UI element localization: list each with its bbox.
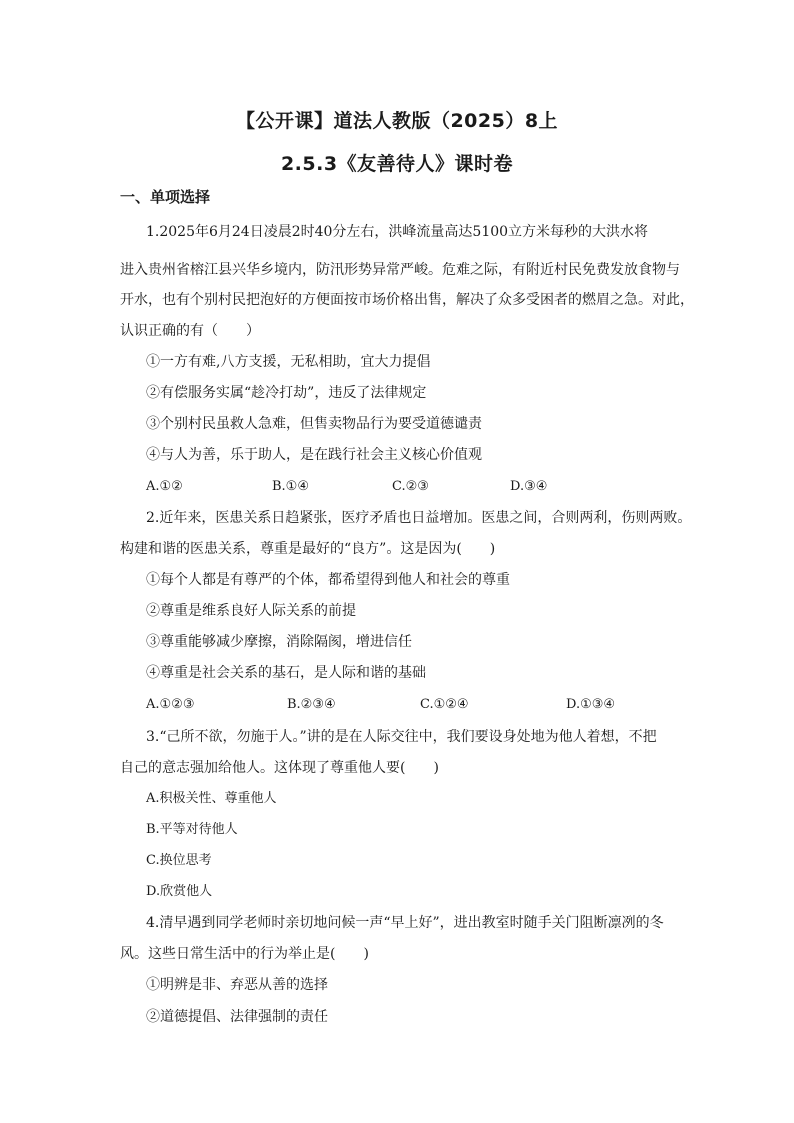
q1-statement-4: ④与人为善，乐于助人，是在践行社会主义核心价值观	[146, 447, 482, 463]
q1-statement-1: ①一方有难,八方支援，无私相助，宜大力提倡	[146, 354, 431, 370]
q2-option-d: D.①③④	[566, 697, 616, 712]
q3-stem-line1: 3.“己所不欲，勿施于人。”讲的是在人际交往中，我们要设身处地为他人着想，不把	[146, 729, 657, 745]
q2-option-b: B.②③④	[287, 697, 336, 712]
doc-title-line2: 2.5.3《友善待人》课时卷	[280, 153, 514, 175]
q2-stem-line2: 构建和谐的医患关系，尊重是最好的“良方”。这是因为( )	[120, 541, 496, 557]
q1-stem-line4: 认识正确的有（ ）	[120, 323, 260, 339]
q4-statement-1: ①明辨是非、弃恶从善的选择	[146, 977, 328, 993]
q4-stem-line2: 风。这些日常生活中的行为举止是( )	[120, 946, 369, 962]
q2-option-c: C.①②④	[420, 697, 469, 712]
q3-option-a: A.积极关性、尊重他人	[146, 791, 277, 806]
q2-statement-3: ③尊重能够减少摩擦，消除隔阂，增进信任	[146, 634, 412, 650]
q4-stem-line1: 4.清早遇到同学老师时亲切地问候一声“早上好”，进出教室时随手关门阻断凛冽的冬	[146, 915, 664, 931]
q1-option-a: A.①②	[146, 479, 183, 494]
q1-option-c: C.②③	[392, 479, 429, 494]
q1-statement-2: ②有偿服务实属“趁冷打劫”，违反了法律规定	[146, 385, 427, 401]
q3-option-b: B.平等对待他人	[146, 822, 238, 837]
q1-statement-3: ③个别村民虽救人急难，但售卖物品行为要受道德谴责	[146, 416, 482, 432]
section-heading: 一、单项选择	[120, 188, 211, 206]
q2-stem-line1: 2.近年来，医患关系日趋紧张，医疗矛盾也日益增加。医患之间，合则两利，伤则两败。	[146, 510, 692, 526]
q1-stem-line3: 开水，也有个别村民把泡好的方便面按市场价格出售，解决了众多受困者的燃眉之急。对此，	[120, 292, 694, 308]
q3-option-d: D.欣赏他人	[146, 884, 213, 899]
q4-statement-2: ②道德提倡、法律强制的责任	[146, 1009, 328, 1025]
q1-stem-line1: 1.2025年6月24日凌晨2时40分左右，洪峰流量高达5100立方米每秒的大洪水将	[146, 224, 649, 240]
q2-statement-2: ②尊重是维系良好人际关系的前提	[146, 603, 356, 619]
doc-title-line1: 【公开课】道法人教版（2025）8上	[235, 110, 559, 132]
q3-option-c: C.换位思考	[146, 853, 212, 868]
q1-option-b: B.①④	[272, 479, 309, 494]
q1-option-d: D.③④	[510, 479, 548, 494]
q3-stem-line2: 自己的意志强加给他人。这体现了尊重他人要( )	[120, 760, 439, 776]
q2-option-a: A.①②③	[146, 697, 195, 712]
q2-statement-4: ④尊重是社会关系的基石，是人际和谐的基础	[146, 665, 426, 681]
q1-stem-line2: 进入贵州省榕江县兴华乡境内，防汛形势异常严峻。危难之际，有附近村民免费发放食物与	[120, 262, 680, 278]
q2-statement-1: ①每个人都是有尊严的个体，都希望得到他人和社会的尊重	[146, 572, 510, 588]
